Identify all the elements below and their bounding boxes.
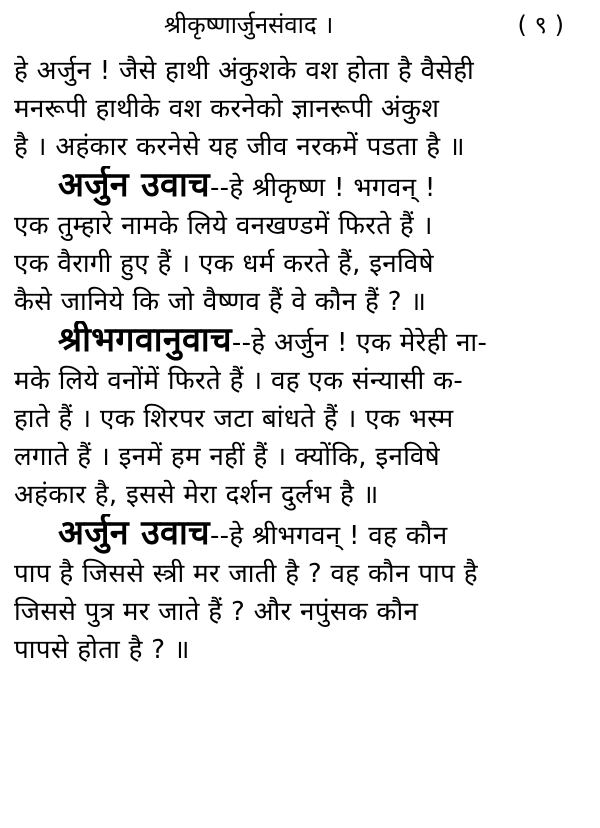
text-line: पापसे होता है ? ॥: [14, 635, 190, 665]
running-header: [14, 0, 586, 52]
speaker-line-text: --हे श्रीकृष्ण ! भगवन् !: [209, 173, 436, 203]
page-number: ( ९ ): [517, 11, 564, 39]
paragraph: [14, 321, 586, 514]
text-line: है । अहंकार करनेसे यह जीव नरकमें पडता है ॥: [14, 132, 465, 162]
text-line: अहंकार है, इससे मेरा दर्शन दुर्लभ है ॥: [14, 480, 379, 510]
text-line: कैसे जानिये कि जो वैष्णव हैं वे कौन हैं ? ॥: [14, 287, 427, 317]
paragraph: [14, 52, 586, 166]
speaker-line: [14, 514, 586, 555]
paragraph: [14, 514, 586, 669]
paragraph: [14, 166, 586, 321]
speaker-line-text: --हे अर्जुन ! एक मेरेही ना-: [231, 328, 488, 358]
speaker-label: अर्जुन उवाच: [58, 514, 210, 553]
running-header-title: श्रीकृष्णार्जुनसंवाद ।: [164, 11, 334, 39]
speaker-line-text: --हे श्रीभगवन् ! वह कौन: [209, 521, 448, 551]
text-line: एक वैरागी हुए हैं । एक धर्म करते हैं, इनविषे: [14, 249, 434, 279]
speaker-label: अर्जुन उवाच: [58, 166, 210, 205]
text-line: मके लिये वनोंमें फिरते हैं । वह एक संन्यासी क-: [14, 366, 464, 396]
text-line: एक तुम्हारे नामके लिये वनखण्डमें फिरते हैं ।: [14, 211, 433, 241]
text-line: हे अर्जुन ! जैसे हाथी अंकुशके वश होता है वैसेही: [14, 56, 475, 86]
text-line: मनरूपी हाथीके वश करनेको ज्ञानरूपी अंकुश: [14, 94, 440, 124]
text-line: लगाते हैं । इनमें हम नहीं हैं । क्योंकि, इनविषे: [14, 442, 440, 472]
speaker-line: [14, 321, 586, 362]
text-line: हाते हैं । एक शिरपर जटा बांधते हैं । एक भस्म: [14, 404, 454, 434]
speaker-line: [14, 166, 586, 207]
text-line: जिससे पुत्र मर जाते हैं ? और नपुंसक कौन: [14, 597, 419, 627]
text-line: पाप है जिससे स्त्री मर जाती है ? वह कौन पाप है: [14, 559, 478, 589]
speaker-label: श्रीभगवानुवाच: [58, 321, 232, 360]
